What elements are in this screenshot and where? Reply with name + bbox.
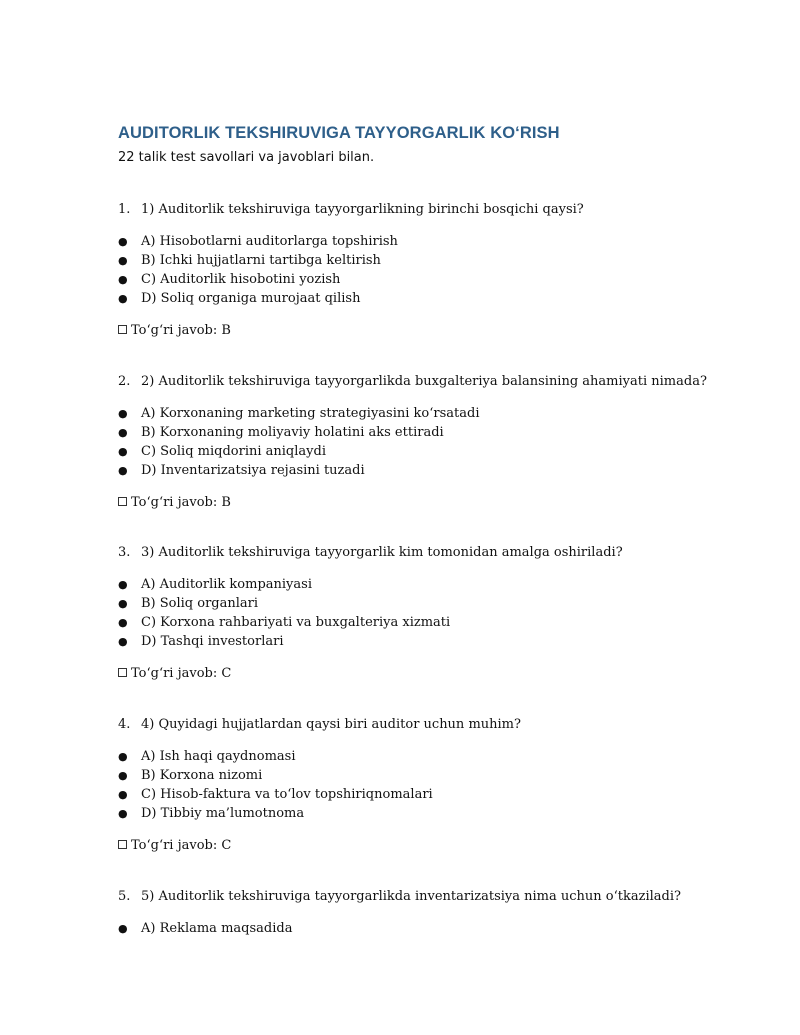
- checkbox-icon: [118, 668, 127, 677]
- question-block-4: [118, 715, 758, 856]
- options-list: [118, 232, 758, 308]
- option-item: [118, 919, 758, 938]
- option-item: [118, 442, 758, 461]
- option-text: A) Hisobotlarni auditorlarga topshirish: [141, 234, 398, 249]
- question-block-1: [118, 200, 758, 341]
- bullet-icon: ●: [118, 597, 128, 610]
- option-text: B) Korxonaning moliyaviy holatini aks ettiradi: [141, 425, 444, 440]
- checkbox-icon: [118, 497, 127, 506]
- option-item: [118, 594, 758, 613]
- question-number: 2.: [118, 374, 131, 389]
- question-3: [118, 543, 758, 563]
- question-block-3: [118, 543, 758, 684]
- options-list: [118, 404, 758, 480]
- option-text: D) Tashqi investorlari: [141, 634, 284, 649]
- option-text: A) Ish haqi qaydnomasi: [141, 749, 296, 764]
- option-text: A) Reklama maqsadida: [141, 921, 293, 936]
- question-4: [118, 715, 758, 735]
- question-text: 2) Auditorlik tekshiruviga tayyorgarlikda buxgalteriya balansining ahamiyati nimada?: [141, 374, 707, 389]
- options-list: [118, 919, 758, 938]
- question-number: 4.: [118, 717, 131, 732]
- options-list: [118, 747, 758, 823]
- option-item: [118, 404, 758, 423]
- option-text: B) Korxona nizomi: [141, 768, 263, 783]
- bullet-icon: ●: [118, 616, 128, 629]
- page-title: AUDITORLIK TEKSHIRUVIGA TAYYORGARLIK KO‘RISH: [118, 124, 560, 142]
- option-item: [118, 766, 758, 785]
- question-block-2: [118, 372, 758, 513]
- question-2: [118, 372, 758, 392]
- question-number: 1.: [118, 202, 131, 217]
- bullet-icon: ●: [118, 464, 128, 477]
- bullet-icon: ●: [118, 578, 128, 591]
- option-item: [118, 613, 758, 632]
- question-number: 5.: [118, 889, 131, 904]
- option-text: B) Ichki hujjatlarni tartibga keltirish: [141, 253, 381, 268]
- option-item: [118, 575, 758, 594]
- bullet-icon: ●: [118, 922, 128, 935]
- option-item: [118, 747, 758, 766]
- answer-text: To‘g‘ri javob: B: [131, 495, 231, 510]
- bullet-icon: ●: [118, 426, 128, 439]
- page-subtitle: 22 talik test savollari va javoblari bilan.: [118, 150, 375, 165]
- checkbox-icon: [118, 840, 127, 849]
- option-text: A) Korxonaning marketing strategiyasini ko‘rsatadi: [141, 406, 480, 421]
- bullet-icon: ●: [118, 235, 128, 248]
- option-item: [118, 289, 758, 308]
- option-item: [118, 804, 758, 823]
- option-item: [118, 423, 758, 442]
- option-text: C) Soliq miqdorini aniqlaydi: [141, 444, 326, 459]
- correct-answer: [118, 321, 758, 341]
- bullet-icon: ●: [118, 254, 128, 267]
- correct-answer: [118, 836, 758, 856]
- bullet-icon: ●: [118, 635, 128, 648]
- answer-text: To‘g‘ri javob: C: [131, 666, 232, 681]
- question-text: 4) Quyidagi hujjatlardan qaysi biri auditor uchun muhim?: [141, 717, 521, 732]
- option-text: D) Soliq organiga murojaat qilish: [141, 291, 361, 306]
- option-item: [118, 632, 758, 651]
- option-item: [118, 461, 758, 480]
- bullet-icon: ●: [118, 750, 128, 763]
- option-item: [118, 251, 758, 270]
- option-text: B) Soliq organlari: [141, 596, 259, 611]
- answer-text: To‘g‘ri javob: B: [131, 323, 231, 338]
- bullet-icon: ●: [118, 292, 128, 305]
- answer-text: To‘g‘ri javob: C: [131, 838, 232, 853]
- options-list: [118, 575, 758, 651]
- option-text: D) Inventarizatsiya rejasini tuzadi: [141, 463, 365, 478]
- bullet-icon: ●: [118, 407, 128, 420]
- option-text: C) Auditorlik hisobotini yozish: [141, 272, 341, 287]
- question-5: [118, 887, 758, 907]
- option-item: [118, 232, 758, 251]
- bullet-icon: ●: [118, 788, 128, 801]
- question-block-5: [118, 887, 758, 938]
- question-text: 1) Auditorlik tekshiruviga tayyorgarlikning birinchi bosqichi qaysi?: [141, 202, 584, 217]
- option-text: C) Hisob-faktura va to‘lov topshiriqnomalari: [141, 787, 433, 802]
- question-text: 3) Auditorlik tekshiruviga tayyorgarlik kim tomonidan amalga oshiriladi?: [141, 545, 623, 560]
- option-text: D) Tibbiy ma’lumotnoma: [141, 806, 305, 821]
- correct-answer: [118, 664, 758, 684]
- question-1: [118, 200, 758, 220]
- checkbox-icon: [118, 325, 127, 334]
- bullet-icon: ●: [118, 273, 128, 286]
- option-item: [118, 270, 758, 289]
- bullet-icon: ●: [118, 769, 128, 782]
- bullet-icon: ●: [118, 445, 128, 458]
- option-text: C) Korxona rahbariyati va buxgalteriya xizmati: [141, 615, 451, 630]
- option-item: [118, 785, 758, 804]
- option-text: A) Auditorlik kompaniyasi: [141, 577, 312, 592]
- question-number: 3.: [118, 545, 131, 560]
- correct-answer: [118, 493, 758, 513]
- question-text: 5) Auditorlik tekshiruviga tayyorgarlikda inventarizatsiya nima uchun o‘tkaziladi?: [141, 889, 681, 904]
- bullet-icon: ●: [118, 807, 128, 820]
